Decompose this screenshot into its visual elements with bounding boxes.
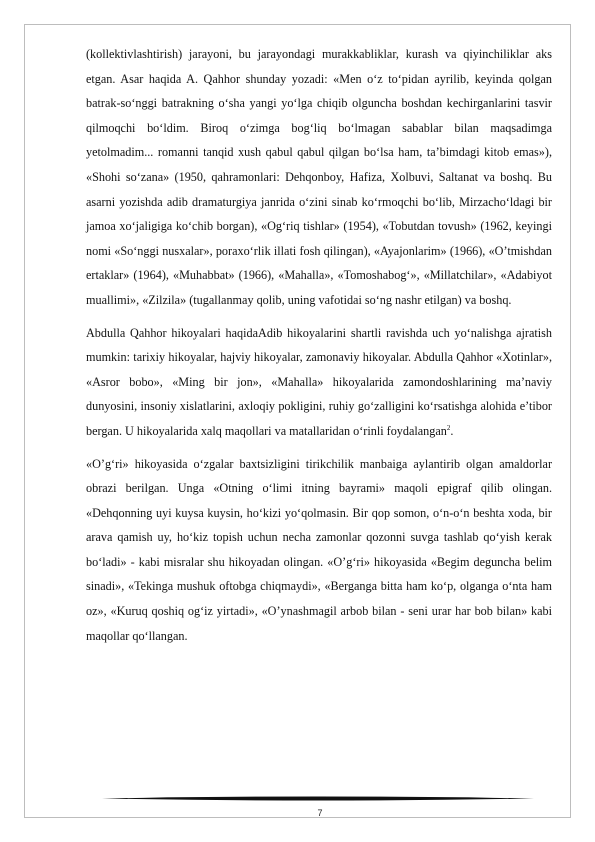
footnote-marker[interactable]: 2 — [446, 423, 451, 432]
paragraph-3 — [86, 452, 552, 649]
paragraph-3-text: «O’g‘ri» hikoyasida o‘zgalar baxtsizligini tirikchilik manbaiga aylantirib olgan amaldorlar obrazi berilgan. Unga «Otning o‘limi itning bayrami» maqoli epigraf qilib olingan. «Dehqonning uyi kuysa kuysin, ho‘kizi yo‘qolmasin. Bir qop somon, o‘n-o‘n beshta xoda, bir arava qamish uy, ho‘kiz topish uchun necha zamonlar qozonni suvga tashlab qo‘yish kerak bo‘ladi» - kabi misralar shu hikoyadan olingan. «O’g‘ri» hikoyasida «Begim deguncha belim sinadi», «Tekinga mushuk oftobga chiqmaydi», «Berganga bitta ham ko‘p, olganga o‘nta ham oz», «Kuruq qoshiq og‘iz yirtadi», «O’ynashmagil arbob bilan - seni urar har bob bilan» kabi maqollar qo‘llangan. — [86, 456, 552, 643]
paragraph-2-text: Abdulla Qahhor hikoyalari haqidaAdib hikoyalarini shartli ravishda uch yo‘nalishga ajratish mumkin: tarixiy hikoyalar, hajviy hikoyalar, zamonaviy hikoyalar. Abdulla Qahhor «Xotinlar», «Asror bobo», «Ming bir jon», «Mahalla» hikoyalarida zamondoshlarining ma’naviy dunyosini, insoniy xislatlarini, axloqiy pokligini, ruhiy go‘zalligini ko‘rsatishga alohida e’tibor bergan. U hikoyalarida xalq maqollari va matallaridan o‘rinli foydalangan — [86, 325, 552, 438]
footer-rule — [102, 796, 534, 801]
page-number: 7 — [317, 808, 323, 818]
paragraph-1-text: (kollektivlashtirish) jarayoni, bu jarayondagi murakkabliklar, kurash va qiyinchiliklar aks etgan. Asar haqida A. Qahhor shunday yozadi: «Men o‘z to‘pidan ayrilib, keyinda qolgan batrak-so‘nggi batrakning o‘sha yangi yo‘lga chiqib olguncha boshdan kechirganlarini tasvir qilmoqchi bo‘ldim. Biroq o‘zimga bog‘liq bo‘lmagan sabablar bilan maqsadimga yetolmadim... romanni tanqid xush qabul qabul qilgan bo‘lsa ham, ta’bimdagi kitob emas»), «Shohi so‘zana» (1950, qahramonlari: Dehqonboy, Hafiza, Xolbuvi, Saltanat va boshq. Bu asarni yozishda adib dramaturgiya janrida o‘zini sinab ko‘rmoqchi bo‘lib, Mirzacho‘ldagi bir jamoa xo‘jaligiga ko‘chib borgan), «Og‘riq tishlar» (1954), «Tobutdan tovush» (1962, keyingi nomi «So‘nggi nusxalar», poraxo‘rlik illati fosh qilingan), «Ayajonlarim» (1966), «O’tmishdan ertaklar» (1964), «Muhabbat» (1966), «Mahalla», «Tomoshabog‘», «Millatchilar», «Adabiyot muallimi», «Zilzila» (tugallanmay qolib, uning vafotidai so‘ng nashr etilgan) va boshq. — [86, 47, 552, 307]
paragraph-1 — [86, 42, 552, 313]
document-body — [86, 42, 552, 656]
paragraph-2: Abdulla Qahhor hikoyalari haqidaAdib hikoyalarini shartli ravishda uch yo‘nalishga ajratish mumkin: tarixiy hikoyalar, hajviy hikoyalar, zamonaviy hikoyalar. Abdulla Qahhor «Xotinlar», «Asror bobo», «Ming bir jon», «Mahalla» hikoyalarida zamondoshlarining ma’naviy dunyosini, insoniy xislatlarini, axloqiy pokligini, ruhiy go‘zalligini ko‘rsatishga alohida e’tibor bergan. U hikoyalarida xalq maqollari va matallaridan o‘rinli foydalangan$^2$. — [86, 325, 552, 438]
